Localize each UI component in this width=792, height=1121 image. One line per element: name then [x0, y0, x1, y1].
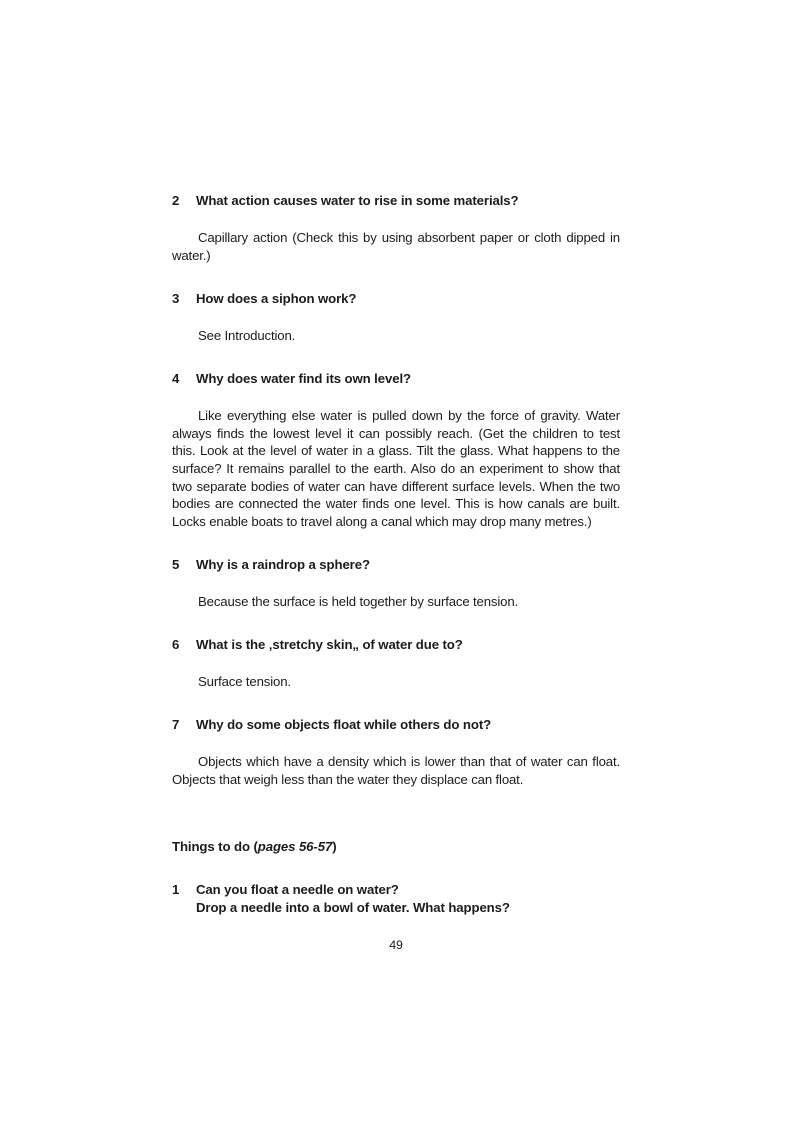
question-item — [172, 290, 620, 307]
todo-line-1: Can you float a needle on water? — [196, 881, 399, 897]
question-item — [172, 716, 620, 733]
question-text: Why does water find its own level? — [196, 370, 411, 386]
question-item — [172, 556, 620, 573]
things-to-do-heading — [172, 838, 620, 855]
question-text: What action causes water to rise in some materials? — [196, 193, 519, 208]
todo-number: 1 — [172, 881, 180, 897]
answer-text: Objects which have a density which is lower than that of water can float. Objects that weigh less than the water they displace can float. — [172, 754, 620, 787]
todo-text — [196, 881, 620, 918]
question-number: 3 — [172, 290, 180, 306]
question-item — [172, 370, 620, 387]
things-to-do-title: Things to do — [172, 839, 250, 855]
todo-line-2: Drop a needle into a bowl of water. What happens? — [196, 900, 510, 916]
question-text: Why do some objects float while others do not? — [196, 716, 492, 732]
paren-open: ( — [249, 839, 258, 855]
page-content — [172, 192, 620, 917]
answer-text: Like everything else water is pulled down by the force of gravity. Water always finds the lowest level it can possibly reach. (Get the children to test this. Look at the level of water in a glass. Tilt the glass. What happens to the surface? It remains parallel to the earth. Also do an experiment to show that two separate bodies of water can have different surface levels. When the two bodies are connected the water finds one level. This is how canals are built. Locks enable boats to travel along a canal which may drop many metres.) — [172, 408, 620, 529]
page-reference: pages 56-57 — [257, 839, 333, 855]
question-text: What is the ‚stretchy skin„ of water due to? — [196, 636, 463, 652]
answer-text: Because the surface is held together by surface tension. — [198, 593, 519, 609]
question-text: How does a siphon work? — [196, 290, 357, 306]
answer-text: Capillary action (Check this by using absorbent paper or cloth dipped in water.) — [172, 230, 620, 264]
question-text: Why is a raindrop a sphere? — [196, 556, 370, 572]
question-item — [172, 636, 620, 653]
todo-item — [172, 881, 620, 918]
question-number: 2 — [172, 193, 180, 208]
question-item — [172, 192, 620, 209]
question-number: 5 — [172, 556, 180, 572]
answer-text: See Introduction. — [198, 328, 296, 344]
question-number: 7 — [172, 716, 180, 732]
question-number: 4 — [172, 370, 180, 386]
page-number: 49 — [389, 938, 403, 952]
question-number: 6 — [172, 636, 180, 652]
answer-text: Surface tension. — [198, 673, 291, 689]
paren-close: ) — [332, 839, 337, 855]
